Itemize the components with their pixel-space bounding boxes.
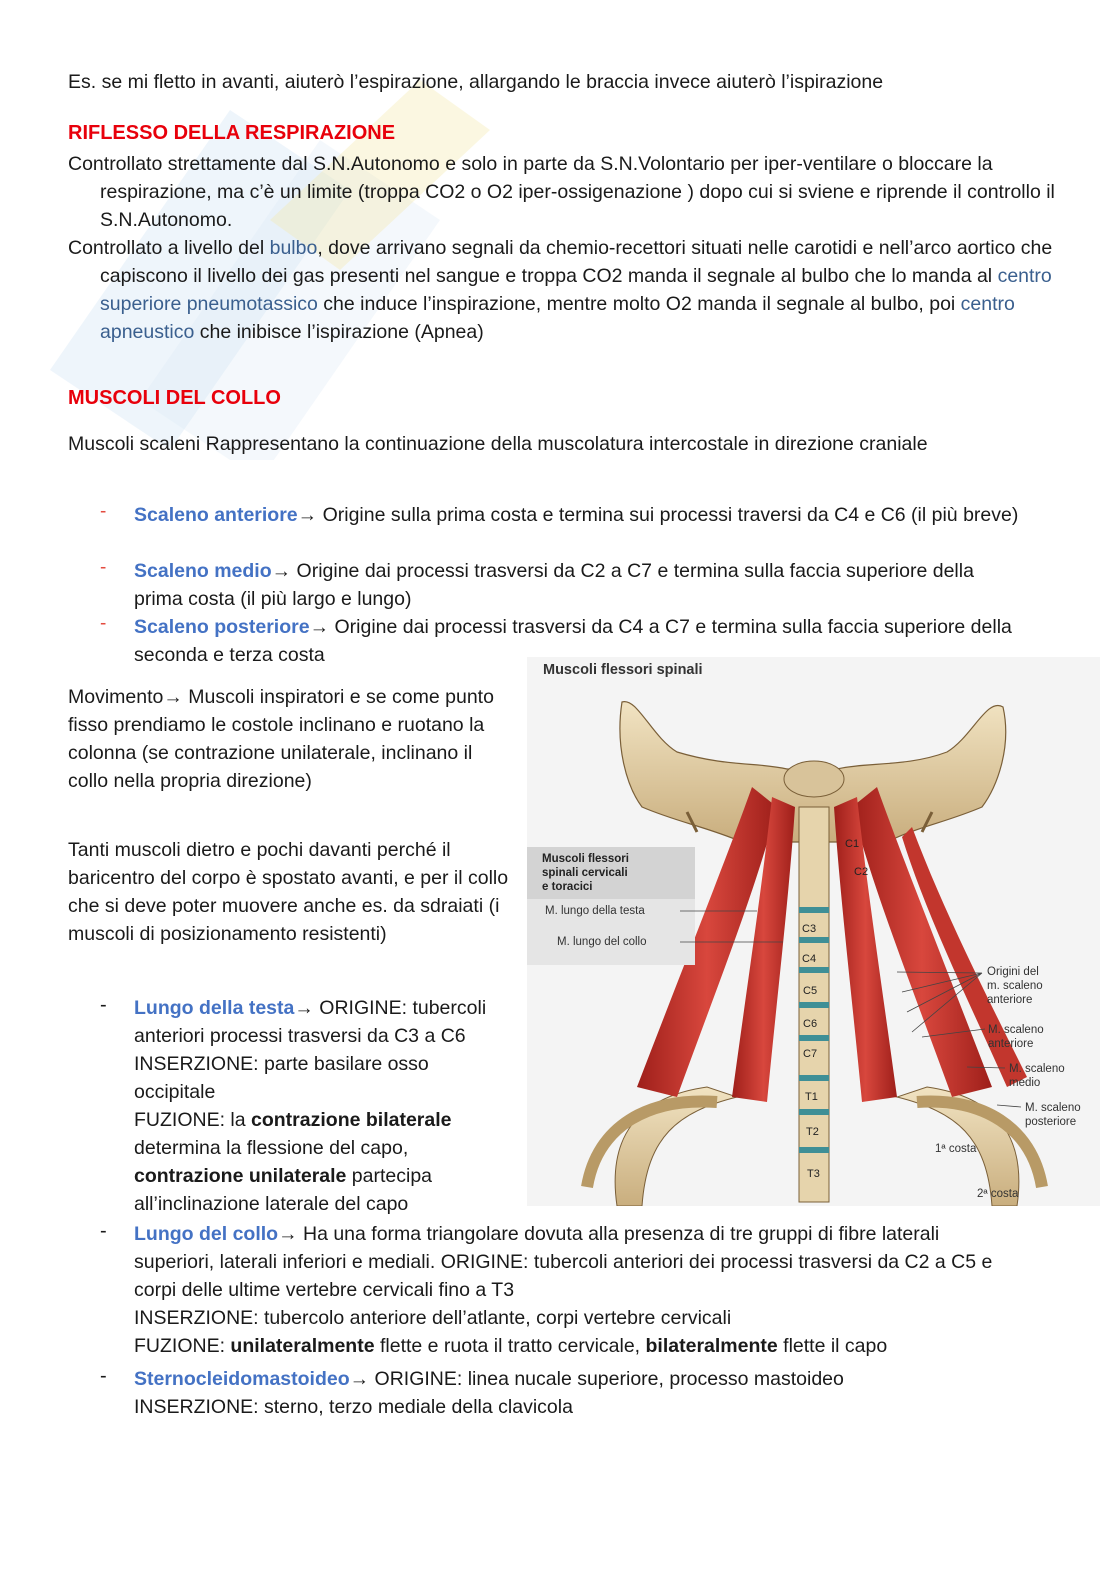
disc <box>799 1002 829 1008</box>
term-text: Origine dai processi trasversi da C2 a C7 e termina sulla faccia superiore della prima costa (il più largo e lungo) <box>134 560 974 610</box>
term-text: ORIGINE: tubercoli anteriori processi trasversi da C3 a C6 INSERZIONE: parte basilare osso occipitale <box>134 997 487 1103</box>
arrow-right-icon: → <box>271 560 292 582</box>
vertebra-label: C2 <box>854 866 869 878</box>
arrow-right-icon: → <box>278 1223 298 1245</box>
text-span: che inibisce l’ispirazione (Apnea) <box>194 321 484 343</box>
term-text: Origine dai processi trasversi da C4 a C7 e termina sulla faccia superiore della seconda e terza costa <box>134 616 1012 666</box>
term-name: Scaleno posteriore <box>134 616 310 638</box>
list-bullet: - <box>100 613 107 634</box>
list-item-lungo-collo <box>134 1220 1014 1360</box>
text-span: partecipa all’inclinazione laterale del capo <box>134 1165 433 1215</box>
term-text: Origine sulla prima costa e termina sui processi traversi da C4 e C6 (il più breve) <box>317 504 1019 526</box>
movimento-label: Movimento <box>68 686 164 708</box>
list-bullet: - <box>100 557 107 578</box>
vertebra-label: T2 <box>806 1126 819 1138</box>
term-name: Lungo del collo <box>134 1223 279 1245</box>
centro-apneustico-term: centro apneustico <box>100 293 1015 343</box>
list-bullet: - <box>100 501 107 522</box>
disc <box>799 1075 829 1081</box>
insertion-text: INSERZIONE: sterno, terzo mediale della clavicola <box>134 1396 573 1418</box>
label-lungo-testa: M. lungo della testa <box>545 905 645 917</box>
heading-riflesso: RIFLESSO DELLA RESPIRAZIONE <box>68 122 396 144</box>
label-seconda-costa: 2ª costa <box>977 1188 1019 1200</box>
vertebra-label: C3 <box>802 923 817 935</box>
label-lungo-collo: M. lungo del collo <box>557 936 647 948</box>
text-span: flette e ruota il tratto cervicale, <box>374 1335 646 1357</box>
term-text: ORIGINE: linea nucale superiore, processo mastoideo <box>369 1368 844 1390</box>
bulbo-term: bulbo <box>269 237 318 259</box>
list-bullet: - <box>100 1365 107 1387</box>
disc <box>799 1035 829 1041</box>
anatomy-figure <box>527 657 1100 1206</box>
text-span: , dove arrivano segnali da chemio-recettori situati nelle carotidi e nell’arco aortico che capiscono il livello dei gas presenti nel sangue e troppa CO2 manda il segnale al bulbo che lo manda al <box>100 237 1053 287</box>
list-item-scaleno-medio <box>134 557 1014 613</box>
foramen-magnum <box>784 761 844 797</box>
label-origini: Origini del <box>987 966 1039 978</box>
arrow-right-icon: → <box>163 686 183 708</box>
disc <box>799 907 829 913</box>
bold-term: contrazione unilaterale <box>134 1165 347 1187</box>
list-bullet: - <box>100 1220 107 1242</box>
vertebra-label: C5 <box>803 985 818 997</box>
text-span: FUZIONE: la <box>134 1109 252 1131</box>
label-scaleno-posteriore: posteriore <box>1025 1116 1077 1128</box>
term-name: Scaleno medio <box>134 560 272 582</box>
list-item-scaleno-anteriore <box>134 501 1069 529</box>
movimento-text: Muscoli inspiratori e se come punto fisso prendiamo le costole inclinano e ruotano la colonna (se contrazione unilaterale, inclinano il collo nella propria direzione) <box>68 686 494 792</box>
text-span: flette il capo <box>777 1335 888 1357</box>
vertebra-label: T1 <box>805 1091 818 1103</box>
label-origini: m. scaleno <box>987 980 1043 992</box>
list-item-sternocleidomastoideo <box>134 1365 1014 1421</box>
disc <box>799 937 829 943</box>
vertebra-label: C1 <box>845 838 860 850</box>
vertebra-label: C4 <box>802 953 817 965</box>
heading-muscoli-collo: MUSCOLI DEL COLLO <box>68 387 281 409</box>
label-scaleno-anteriore: M. scaleno <box>988 1024 1044 1036</box>
disc <box>799 967 829 973</box>
label-prima-costa: 1ª costa <box>935 1143 977 1155</box>
label-scaleno-anteriore: anteriore <box>988 1038 1034 1050</box>
term-text: Ha una forma triangolare dovuta alla presenza di tre gruppi di fibre laterali superiori, laterali inferiori e mediali. ORIGINE: tubercoli anteriori dei processi trasversi da C2 a C5 e corpi delle ultime vertebre cervicali fino a T3 <box>134 1223 993 1301</box>
label-scaleno-medio: medio <box>1009 1077 1041 1089</box>
riflesso-paragraph-2 <box>68 234 1085 346</box>
scaleni-intro: Muscoli scaleni Rappresentano la continuazione della muscolatura intercostale in direzione craniale <box>68 433 928 455</box>
bold-term: unilateralmente <box>230 1335 375 1357</box>
legend-title: spinali cervicali <box>542 867 628 879</box>
list-item-lungo-testa <box>134 994 509 1218</box>
riflesso-paragraph-1: Controllato strettamente dal S.N.Autonomo e solo in parte da S.N.Volontario per iper-ventilare o bloccare la respirazione, ma c’è un limite (troppa CO2 o O2 iper-ossigenazione ) dopo cui si sviene e riprende il controllo il S.N.Autonomo. <box>68 153 1055 231</box>
insertion-text: INSERZIONE: tubercolo anteriore dell’atlante, corpi vertebre cervicali <box>134 1307 732 1329</box>
arrow-right-icon: → <box>349 1368 370 1390</box>
legend-title: e toracici <box>542 881 593 893</box>
text-span: Controllato a livello del <box>68 237 270 259</box>
intro-line: Es. se mi fletto in avanti, aiuterò l’espirazione, allargando le braccia invece aiuterò l’ispirazione <box>68 71 884 93</box>
arrow-right-icon: → <box>294 997 314 1019</box>
term-name: Sternocleidomastoideo <box>134 1368 350 1390</box>
disc <box>799 1147 829 1153</box>
term-name: Scaleno anteriore <box>134 504 298 526</box>
arrow-right-icon: → <box>309 616 330 638</box>
centro-pneumotassico-term: centro superiore pneumotassico <box>100 265 1052 315</box>
disc <box>799 1109 829 1115</box>
text-span: FUZIONE: <box>134 1335 231 1357</box>
list-bullet: - <box>100 994 107 1016</box>
arrow-right-icon: → <box>297 504 318 526</box>
text-span: determina la flessione del capo, <box>134 1137 409 1159</box>
text-span: che induce l’inspirazione, mentre molto O2 manda il segnale al bulbo, poi <box>317 293 961 315</box>
legend-title: Muscoli flessori <box>542 853 629 865</box>
movimento-paragraph <box>68 683 508 795</box>
label-scaleno-posteriore: M. scaleno <box>1025 1102 1081 1114</box>
tanti-muscoli-paragraph: Tanti muscoli dietro e pochi davanti perché il baricentro del corpo è spostato avanti, e per il collo che si deve poter muovere anche es. da sdraiati (i muscoli di posizionamento resistenti) <box>68 839 509 945</box>
term-name: Lungo della testa <box>134 997 295 1019</box>
vertebra-label: C6 <box>803 1018 818 1030</box>
vertebra-label: C7 <box>803 1048 818 1060</box>
bold-term: bilateralmente <box>645 1335 778 1357</box>
bold-term: contrazione bilaterale <box>251 1109 452 1131</box>
label-scaleno-medio: M. scaleno <box>1009 1063 1065 1075</box>
figure-title: Muscoli flessori spinali <box>543 662 703 678</box>
label-origini: anteriore <box>987 994 1033 1006</box>
vertebra-label: T3 <box>807 1168 820 1180</box>
